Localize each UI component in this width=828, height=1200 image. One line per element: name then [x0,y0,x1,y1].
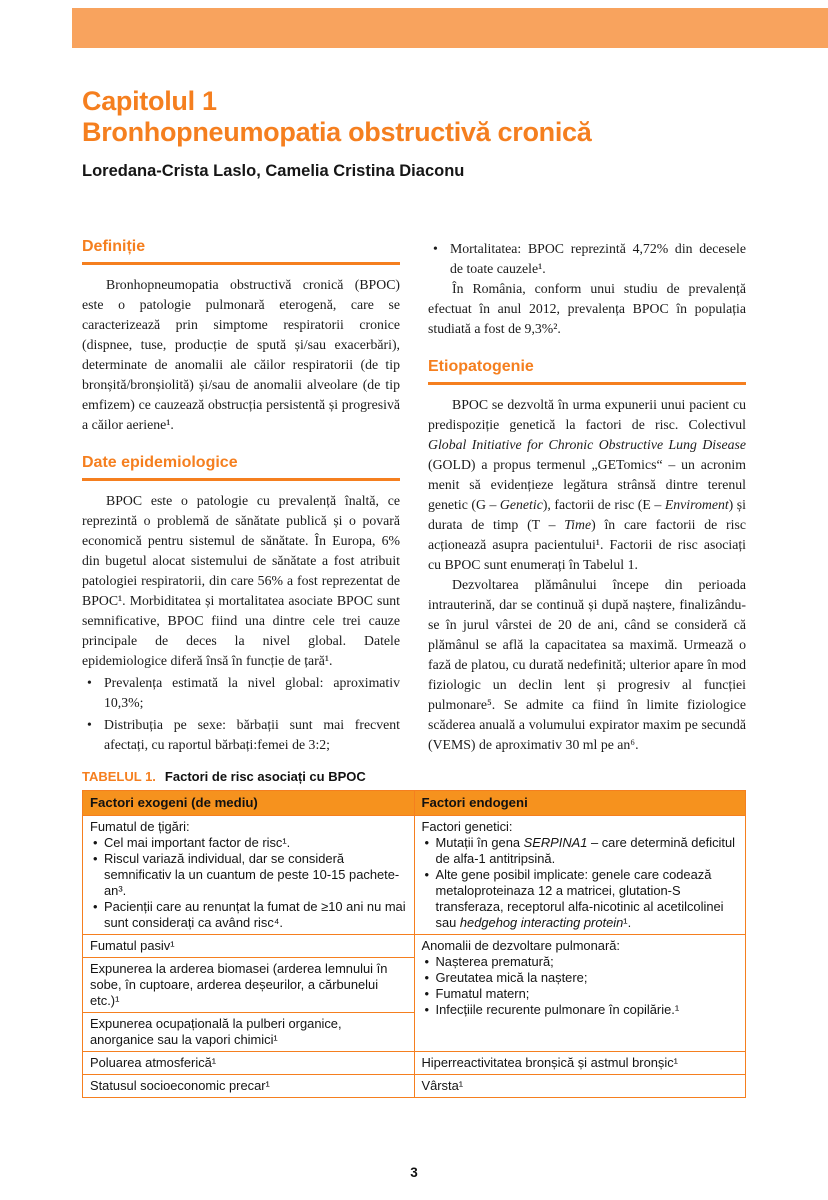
table-caption [82,769,746,784]
table-caption-text: Factori de risc asociați cu BPOC [164,769,366,784]
table-row [83,816,746,935]
authors-line: Loredana-Crista Laslo, Camelia Cristina Diaconu [82,162,465,180]
page-number: 3 [410,1165,418,1180]
table-caption-label: TABELUL 1. [82,769,156,784]
two-column-body [82,237,746,755]
chapter-title: Bronhopneumopatia obstructivă cronică [82,117,592,147]
table-row [83,1075,746,1098]
paragraph-etiopatogenie-1: BPOC se dezvoltă în urma expunerii unui pacient cu predispoziție genetică la factori de risc. Colectivul Global Initiative for Chronic Obstructive Lung Disease (GOLD) a propus termenul „GETomics“ – un acronim menit să evidențieze legătura strânsă dintre terenul genetic (G – Genetic), factorii de risc (E – Enviroment) și durata de timp (T – Time) în care factorii de risc acționează asupra pacientului¹. Factorii de risc asociați cu BPOC sunt enumerați în Tabelul 1. [428,397,747,572]
column-left [82,237,400,755]
epidemiology-bullet-list [82,673,400,755]
cell-hiperreactivitate: Hiperreactivitatea bronșică și astmul bronșic¹ [414,1052,746,1075]
cell-title: Fumatul de țigări: [90,819,190,834]
epidemiology-bullet-list-continued [428,239,746,279]
section-heading-epidemiologie: Date epidemiologice [82,453,400,481]
cell-bullet-list [90,835,407,931]
paragraph-romania: În România, conform unui studiu de prevalență efectuat în anul 2012, prevalența BPOC în populația studiată a fost de 9,3%². [428,281,746,336]
cell-poluare-atmosferica: Poluarea atmosferică¹ [83,1052,415,1075]
cell-fumat-tigari [83,816,415,935]
table-row [83,935,746,958]
cell-title: Anomalii de dezvoltare pulmonară: [421,938,620,953]
cell-expunere-ocupationala: Expunerea ocupațională la pulberi organice, anorganice sau la vapori chimici¹ [83,1013,415,1052]
bullet-sex-distribution: • Distribuția pe sexe: bărbații sunt mai frecvent afectați, cu raportul bărbați:femei de 3:2; [82,715,400,755]
table-row [83,1052,746,1075]
cell-fumat-pasiv: Fumatul pasiv¹ [83,935,415,958]
bullet-item: • Cel mai important factor de risc¹. [90,835,407,851]
cell-factori-genetici [414,816,746,935]
bullet-item: • Pacienții care au renunțat la fumat de ≥10 ani nu mai sunt considerați ca având risc⁴. [90,899,407,931]
cell-title: Factori genetici: [421,819,513,834]
bullet-item: • Greutatea mică la naștere; [422,970,739,986]
bullet-prevalence: • Prevalența estimată la nivel global: aproximativ 10,3%; [82,673,400,713]
section-heading-etiopatogenie: Etiopatogenie [428,357,746,385]
bullet-item: • Alte gene posibil implicate: genele care codează metaloproteinaza 12 a matricei, glutation-S transferaza, receptorul alfa-nicotinic al acetilcolinei sau hedgehog interacting protein¹. [422,867,739,931]
bullet-item: • Mutații în gena SERPINA1 – care determină deficitul de alfa-1 antitripsină. [422,835,739,867]
bullet-item: • Infecțiile recurente pulmonare în copilărie.¹ [422,1002,739,1018]
cell-anomalii-dezvoltare [414,935,746,1052]
bullet-item: • Fumatul matern; [422,986,739,1002]
cell-bullet-list [422,954,739,1018]
chapter-label: Capitolul 1 [82,86,217,116]
cell-varsta: Vârsta¹ [414,1075,746,1098]
cell-ardere-biomasa: Expunerea la arderea biomasei (arderea lemnului în sobe, în cuptoare, arderea deșeurilor, a cărbunelui etc.)¹ [83,958,415,1013]
bullet-item: • Riscul variază individual, dar se consideră semnificativ la un cuantum de peste 10-15 pachete-an³. [90,851,407,899]
title-block [82,86,746,181]
paragraph-definitie: Bronhopneumopatia obstructivă cronică (BPOC) este o patologie pulmonară eterogenă, care se caracterizează prin simptome respiratorii cronice (dispnee, tuse, producție de spută și/sau exacerbări), determinate de anomalii ale căilor respiratorii (de tip bronșită/bronșiolită) și/sau de anomalii alveolare (de tip emfizem) ce cauzează obstrucția persistentă și progresivă a căilor aeriene¹. [82,277,400,432]
column-right [428,237,746,755]
cell-bullet-list [422,835,739,931]
page-content [82,0,746,1098]
paragraph-etiopatogenie-2: Dezvoltarea plămânului începe din perioada intrauterină, dar se continuă și după naștere, finalizându-se în jurul vârstei de 20 de ani, când se consideră că plămânul se află la capacitatea sa maximă. Urmează o fază de platou, cu durată nedefinită; ulterior apare în mod fiziologic un declin lent și progresiv al funcției pulmonare⁵. Se admite ca fiind în limite fiziologice scăderea anuală a volumului expirator maxim pe secundă (VEMS) de aproximativ 30 ml pe an⁶. [428,577,746,752]
section-heading-definitie: Definiție [82,237,400,265]
risk-factors-table [82,790,746,1098]
bullet-mortality: • Mortalitatea: BPOC reprezintă 4,72% din decesele de toate cauzele¹. [428,239,746,279]
cell-status-socioeconomic: Statusul socioeconomic precar¹ [83,1075,415,1098]
table-header-exogeni: Factori exogeni (de mediu) [83,791,415,816]
paragraph-epidemiologie: BPOC este o patologie cu prevalență înaltă, ce reprezintă o problemă de sănătate publică și o povară economică pentru sistemul de sănătate. În Europa, 6% din bugetul alocat sistemului de sănătate a fost atribuit patologiei respiratorii, din care 56% a fost reprezentat de BPOC¹. Morbiditatea și mortalitatea asociate BPOC sunt semnificative, BPOC fiind una dintre cele trei cauze principale de deces la nivel global. Datele epidemiologice diferă însă în funcție de țară¹. [82,493,400,668]
bullet-item: • Nașterea prematură; [422,954,739,970]
table-header-row [83,791,746,816]
risk-factors-table-block [82,769,746,1098]
table-header-endogeni: Factori endogeni [414,791,746,816]
